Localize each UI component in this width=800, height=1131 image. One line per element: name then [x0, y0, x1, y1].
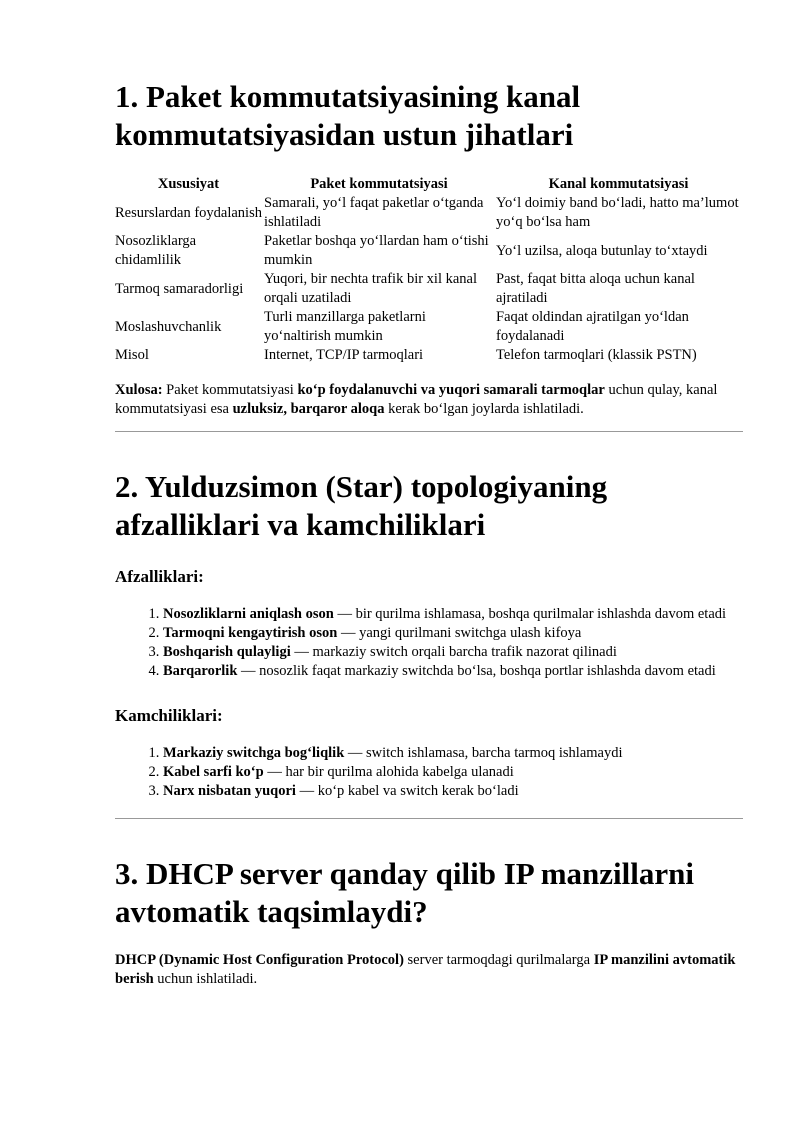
dhcp-emphasis: IP manzilini avtomatik berish [115, 952, 736, 987]
table-cell: Resurslardan foydalanish [115, 204, 262, 221]
table-row [115, 308, 743, 346]
list-item [163, 643, 743, 662]
table-cell: Yuqori, bir nechta trafik bir xil kanal orqali uzatiladi [264, 271, 478, 306]
conclusion-label: Xulosa: [115, 382, 163, 398]
table-row [115, 346, 743, 365]
list-item [163, 782, 743, 801]
table-cell: Yo‘l uzilsa, aloqa butunlay to‘xtaydi [496, 242, 708, 259]
table-header-cell: Xususiyat [157, 175, 220, 192]
table-row [115, 270, 743, 308]
advantages-list [115, 605, 743, 681]
table-header-cell: Kanal kommutatsiyasi [548, 175, 689, 192]
conclusion-text: Paket kommutatsiyasi [162, 382, 298, 398]
table-cell: Yo‘l doimiy band bo‘ladi, hatto ma’lumot yo‘q bo‘lsa ham [496, 195, 739, 230]
document-page [115, 60, 743, 989]
comparison-table [115, 174, 743, 365]
section-divider [115, 431, 743, 432]
conclusion-emphasis: ko‘p foydalanuvchi va yuqori samarali tarmoqlar [297, 382, 605, 398]
conclusion-emphasis: uzluksiz, barqaror aloqa [232, 401, 385, 417]
item-text: — switch ishlamasa, barcha tarmoq ishlamaydi [344, 745, 623, 761]
item-text: — ko‘p kabel va switch kerak bo‘ladi [295, 783, 519, 799]
section1-title: 1. Paket kommutatsiyasining kanal kommutatsiyasidan ustun jihatlari [115, 79, 581, 152]
dhcp-term: DHCP (Dynamic Host Configuration Protocol) [115, 952, 404, 968]
item-title: Tarmoqni kengaytirish oson [163, 625, 338, 641]
table-cell: Faqat oldindan ajratilgan yo‘ldan foydalanadi [496, 309, 689, 344]
table-cell: Tarmoq samaradorligi [115, 280, 244, 297]
item-title: Narx nisbatan yuqori [163, 783, 296, 799]
table-row [115, 232, 743, 270]
item-title: Nosozliklarni aniqlash oson [163, 606, 334, 622]
item-title: Boshqarish qulayligi [163, 644, 291, 660]
table-cell: Samarali, yo‘l faqat paketlar o‘tganda ishlatiladi [264, 195, 484, 230]
list-item [163, 605, 743, 624]
dhcp-text: server tarmoqdagi qurilmalarga [403, 952, 594, 968]
section3-title: 3. DHCP server qanday qilib IP manzillarni avtomatik taqsimlaydi? [115, 856, 695, 929]
item-title: Barqarorlik [163, 663, 238, 679]
item-text: — bir qurilma ishlamasa, boshqa qurilmalar ishlashda davom etadi [333, 606, 727, 622]
table-cell: Moslashuvchanlik [115, 318, 222, 335]
list-item [163, 744, 743, 763]
list-item [163, 624, 743, 643]
item-text: — yangi qurilmani switchga ulash kifoya [337, 625, 582, 641]
item-title: Kabel sarfi ko‘p [163, 764, 264, 780]
section-divider [115, 818, 743, 819]
disadvantages-list [115, 744, 743, 801]
disadvantages-heading: Kamchiliklari: [115, 706, 223, 725]
item-title: Markaziy switchga bog‘liqlik [163, 745, 345, 761]
conclusion-text: kerak bo‘lgan joylarda ishlatiladi. [384, 401, 584, 417]
table-header-row [115, 174, 743, 194]
table-cell: Turli manzillarga paketlarni yo‘naltirish mumkin [264, 309, 426, 344]
table-header-cell: Paket kommutatsiyasi [310, 175, 448, 192]
table-cell: Telefon tarmoqlari (klassik PSTN) [496, 347, 697, 363]
item-text: — har bir qurilma alohida kabelga ulanadi [263, 764, 514, 780]
table-cell: Internet, TCP/IP tarmoqlari [264, 347, 424, 363]
section2-title: 2. Yulduzsimon (Star) topologiyaning afzalliklari va kamchiliklari [115, 469, 608, 542]
list-item [163, 763, 743, 782]
item-text: — nosozlik faqat markaziy switchda bo‘lsa, boshqa portlar ishlashda davom etadi [237, 663, 716, 679]
conclusion-text: uchun qulay, kanal kommutatsiyasi esa [115, 382, 718, 417]
table-cell: Past, faqat bitta aloqa uchun kanal ajratiladi [496, 271, 695, 306]
table-cell: Misol [115, 347, 149, 363]
conclusion-paragraph [115, 381, 743, 419]
item-text: — markaziy switch orqali barcha trafik nazorat qilinadi [290, 644, 617, 660]
table-cell: Paketlar boshqa yo‘llardan ham o‘tishi mumkin [264, 233, 489, 268]
table-cell: Nosozliklarga chidamlilik [115, 233, 197, 268]
list-item [163, 662, 743, 681]
table-row [115, 194, 743, 232]
dhcp-text: uchun ishlatiladi. [153, 971, 258, 987]
dhcp-intro-paragraph [115, 951, 743, 989]
advantages-heading: Afzalliklari: [115, 567, 204, 586]
